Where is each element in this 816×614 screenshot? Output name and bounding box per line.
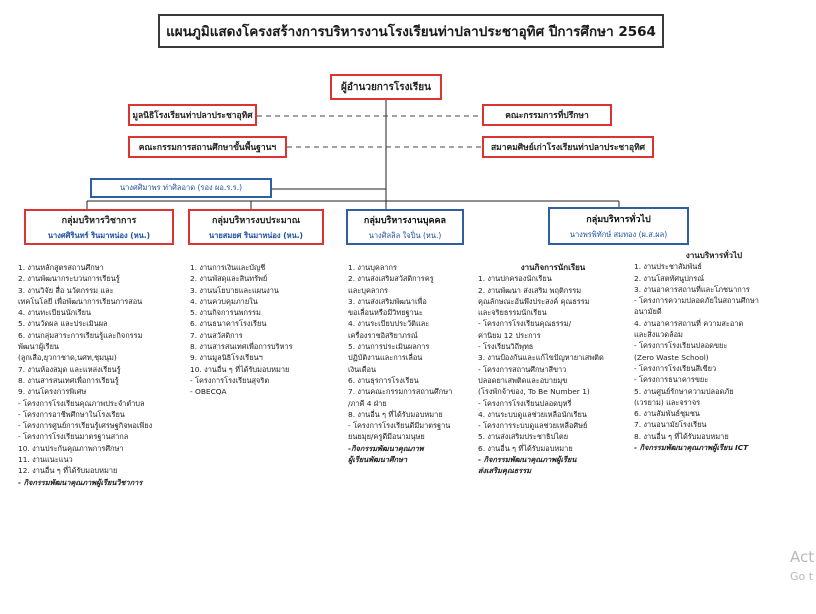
list-item: 5. งานวัดผล และประเมินผล (18, 319, 108, 329)
list-item: /ภาคี 4 ฝ่าย (348, 398, 387, 408)
list-item: 7. งานอนามัยโรงเรียน (634, 420, 707, 430)
activity-note: -กิจกรรมพัฒนาคุณภาพ (348, 443, 424, 453)
list-item: และจริยธรรมนักเรียน (478, 308, 547, 318)
group-general-title: กลุ่มบริหารทั่วไป (586, 214, 651, 225)
list-item: 9. งานโครงการพิเศษ (18, 387, 87, 397)
list-item: 4. งานอาคารสถานที่ ความสะอาด (634, 318, 744, 328)
list-item: 2. งานพัสดุและสินทรัพย์ (190, 274, 268, 284)
list-item: - โครงการธนาคารขยะ (634, 375, 709, 385)
group-personnel-box (346, 209, 464, 245)
group-academic-title: กลุ่มบริหารวิชาการ (61, 215, 137, 226)
group-budget-title: กลุ่มบริหารงบประมาณ (211, 215, 301, 226)
list-item: 3. งานนโยบายและแผนงาน (190, 285, 279, 295)
list-item: 8. งานสารสนเทศเพื่อการบริหาร (190, 342, 293, 352)
list-item: 1. งานประชาสัมพันธ์ (634, 262, 702, 272)
list-item: 2. งานโสตทัศนูปกรณ์ (634, 273, 705, 283)
list-item: ค่านิยม 12 ประการ (478, 330, 541, 340)
activity-note: ผู้เรียนพัฒนาศึกษา (348, 455, 408, 465)
list-item: - โครงการโรงเรียนคุณภาพประจำตำบล (18, 398, 145, 408)
student-affairs-title: งานกิจการนักเรียน (520, 263, 586, 272)
list-item: 4. งานทะเบียนนักเรียน (18, 308, 92, 318)
list-item: - โครงการโรงเรียนปลอดบุหรี่ (478, 398, 572, 408)
list-item: - โครงการระบบดูแลช่วยเหลือศิษย์ (478, 421, 588, 431)
list-item: 8. งานสารสนเทศเพื่อการเรียนรู้ (18, 375, 119, 385)
list-item: ยนยมุย/ครูดีมีอนามนุษย (348, 432, 425, 442)
group-general-head: นางพรพิทักษ์ สมทอง (ผ.ส.ผล) (569, 229, 668, 239)
general-admin-title: งานบริหารทั่วไป (685, 251, 743, 260)
group-academic-head: นางศศิรินทร์ รินมาหน่อง (หน.) (47, 230, 151, 240)
list-item: 12. งานอื่น ๆ ที่ได้รับมอบหมาย (18, 466, 118, 476)
list-item: 6. งานธุรการโรงเรียน (348, 375, 419, 385)
list-item: เงินเดือน (348, 364, 377, 374)
list-item: 3. งานส่งเสริมพัฒนาเพื่อ (348, 296, 427, 306)
list-item: 10. งานอื่น ๆ ที่ได้รับมอบหมาย (190, 364, 290, 374)
list-item: 7. งานสวัสดิการ (190, 330, 243, 340)
list-item: 4. งานระบบดูแลช่วยเหลือนักเรียน (478, 409, 587, 419)
list-item: 7. งานคณะกรรมการสถานศึกษา (348, 387, 453, 397)
alumni-association-box: สมาคมศิษย์เก่าโรงเรียนท่าปลาประชาอุทิศ (482, 136, 654, 158)
list-item: - โรงเรียนวิถีพุทธ (478, 342, 534, 352)
group-academic-box (24, 209, 174, 245)
list-item: ขอเลื่อนหรือมีวิทยฐานะ (348, 308, 423, 318)
deputy-box: นางศศิมาพร ท่าศิลอาด (รอง ผอ.ร.ร.) (90, 178, 272, 198)
list-item: 3. งานป้องกันและแก้ไขปัญหายาเสพติด (478, 353, 604, 363)
academic-task-list (18, 262, 188, 488)
list-item: 7. งานห้องสมุด และแหล่งเรียนรู้ (18, 364, 121, 374)
student-affairs-list (478, 262, 628, 477)
list-item: 6. งานสัมพันธ์ชุมชน (634, 409, 700, 419)
list-item: 11. งานแนะแนว (18, 455, 73, 465)
list-item: 5. งานกิจการนพกรรม (190, 308, 261, 318)
list-item: 8. งานอื่น ๆ ที่ได้รับมอบหมาย (348, 409, 443, 419)
list-item: - โครงการโรงเรียนคุณธรรม/ (478, 319, 572, 329)
list-item: - โครงการโรงเรียนมาตรฐานสากล (18, 432, 129, 442)
list-item: 3. งานวิจัย สื่อ นวัตกรรม และ (18, 285, 114, 295)
list-item: - โครงการโรงเรียนดีมีมาตรฐาน (348, 421, 451, 431)
list-item: 2. งานพัฒนา ส่งเสริม พฤติกรรม (478, 285, 582, 295)
watermark-line-2: Go t (790, 570, 814, 583)
group-personnel-head: นางศิลลิล ใจปิ่น (หน.) (368, 230, 442, 240)
watermark-line-1: Act (790, 548, 815, 566)
list-item: (Zero Waste School) (634, 352, 709, 362)
list-item: และบุคลากร (348, 285, 389, 295)
list-item: คุณลักษณะอันพึงประสงค์ คุณธรรม (478, 296, 590, 306)
list-item: 4. งานระเบียบประวัติและ (348, 319, 430, 329)
group-personnel-title: กลุ่มบริหารงานบุคคล (363, 215, 447, 226)
list-item: พัฒนาผู้เรียน (18, 342, 59, 352)
activity-note: - กิจกรรมพัฒนาคุณภาพผู้เรียน ICT (634, 443, 749, 453)
list-item: เครื่องราชอิสริยาภรณ์ (348, 330, 418, 340)
list-item: (โรงพักจ้าของ, To Be Number 1) (478, 387, 590, 397)
list-item: 1. งานหลักสูตรสถานศึกษา (18, 263, 104, 272)
group-budget-box (188, 209, 324, 245)
list-item: - โครงการความปลอดภัยในสถานศึกษา (634, 296, 759, 306)
general-admin-list (634, 250, 794, 453)
list-item: ปลอดยาเสพติดและอบายมุข (478, 375, 568, 385)
personnel-task-list (348, 262, 498, 465)
activity-note: ส่งเสริมคุณธรรม (478, 466, 532, 476)
list-item: 4. งานควบคุมภายใน (190, 296, 258, 306)
list-item: - โครงการศูนย์การเรียนรู้เศรษฐกิจพอเพียง (18, 421, 153, 431)
list-item: 1. งานบุคลากร (348, 263, 397, 272)
activity-note: - กิจกรรมพัฒนาคุณภาพผู้เรียน (478, 455, 577, 465)
list-item: 1. งานการเงินและบัญชี (190, 263, 266, 272)
list-item: (เวรยาม) และจราจร (634, 397, 701, 407)
list-item: (ลูกเสือ,ยุวกาชาด,นศท,ชุมนุม) (18, 353, 117, 363)
activity-note: - กิจกรรมพัฒนาคุณภาพผู้เรียนวิชาการ (18, 477, 143, 487)
advisory-committee-box: คณะกรรมการที่ปรึกษา (482, 104, 612, 126)
list-item: เทคโนโลยี เพื่อพัฒนาการเรียนการสอน (18, 296, 143, 306)
list-item: 6. งานอื่น ๆ ที่ได้รับมอบหมาย (478, 443, 573, 453)
list-item: 5. งานส่งเสริมประชาธิปไตย (478, 432, 569, 442)
group-budget-head: นายสมยศ รินมาหน่อง (หน.) (209, 230, 303, 240)
list-item: ปฏิบัติงานและการเลื่อน (348, 353, 423, 363)
group-general-box (548, 207, 689, 245)
list-item: 3. งานอาคารสถานที่และโภชนาการ (634, 284, 750, 294)
list-item: - โครงการโรงเรียนสีเขียว (634, 363, 717, 373)
list-item: - OBECQA (190, 387, 227, 397)
list-item: 5. งานศูนย์รักษาความปลอดภัย (634, 386, 734, 396)
list-item: - โครงการโรงเรียนสุจริต (190, 375, 270, 385)
budget-task-list (190, 262, 340, 398)
list-item: 2. งานพัฒนากระบวนการเรียนรู้ (18, 274, 120, 284)
list-item: 1. งานปกครองนักเรียน (478, 274, 552, 284)
list-item: 6. งานกลุ่มสาระการเรียนรู้และกิจกรรม (18, 330, 143, 340)
list-item: - โครงการอาชีพศึกษาในโรงเรียน (18, 409, 125, 419)
foundation-box: มูลนิธิโรงเรียนท่าปลาประชาอุทิศ (128, 104, 257, 126)
list-item: 6. งานธนาคารโรงเรียน (190, 319, 267, 329)
director-box: ผู้อำนวยการโรงเรียน (330, 74, 442, 100)
list-item: 2. งานส่งเสริมสวัสดิการครู (348, 274, 434, 284)
list-item: อนามัยดี (634, 307, 662, 317)
list-item: 5. งานการประเมินผลการ (348, 342, 430, 352)
list-item: 8. งานอื่น ๆ ที่ได้รับมอบหมาย (634, 431, 729, 441)
list-item: - โครงการโรงเรียนปลอดขยะ (634, 341, 728, 351)
school-board-box: คณะกรรมการสถานศึกษาขั้นพื้นฐานฯ (128, 136, 287, 158)
list-item: 10. งานประกันคุณภาพการศึกษา (18, 443, 124, 453)
list-item: 9. งานมูลนิธิโรงเรียนฯ (190, 353, 263, 363)
list-item: - โครงการสถานศึกษาสีขาว (478, 364, 567, 374)
list-item: และสิ่งแวดล้อม (634, 330, 683, 340)
chart-title: แผนภูมิแสดงโครงสร้างการบริหารงานโรงเรียนท่าปลาประชาอุทิศ ปีการศึกษา 2564 (158, 14, 664, 48)
